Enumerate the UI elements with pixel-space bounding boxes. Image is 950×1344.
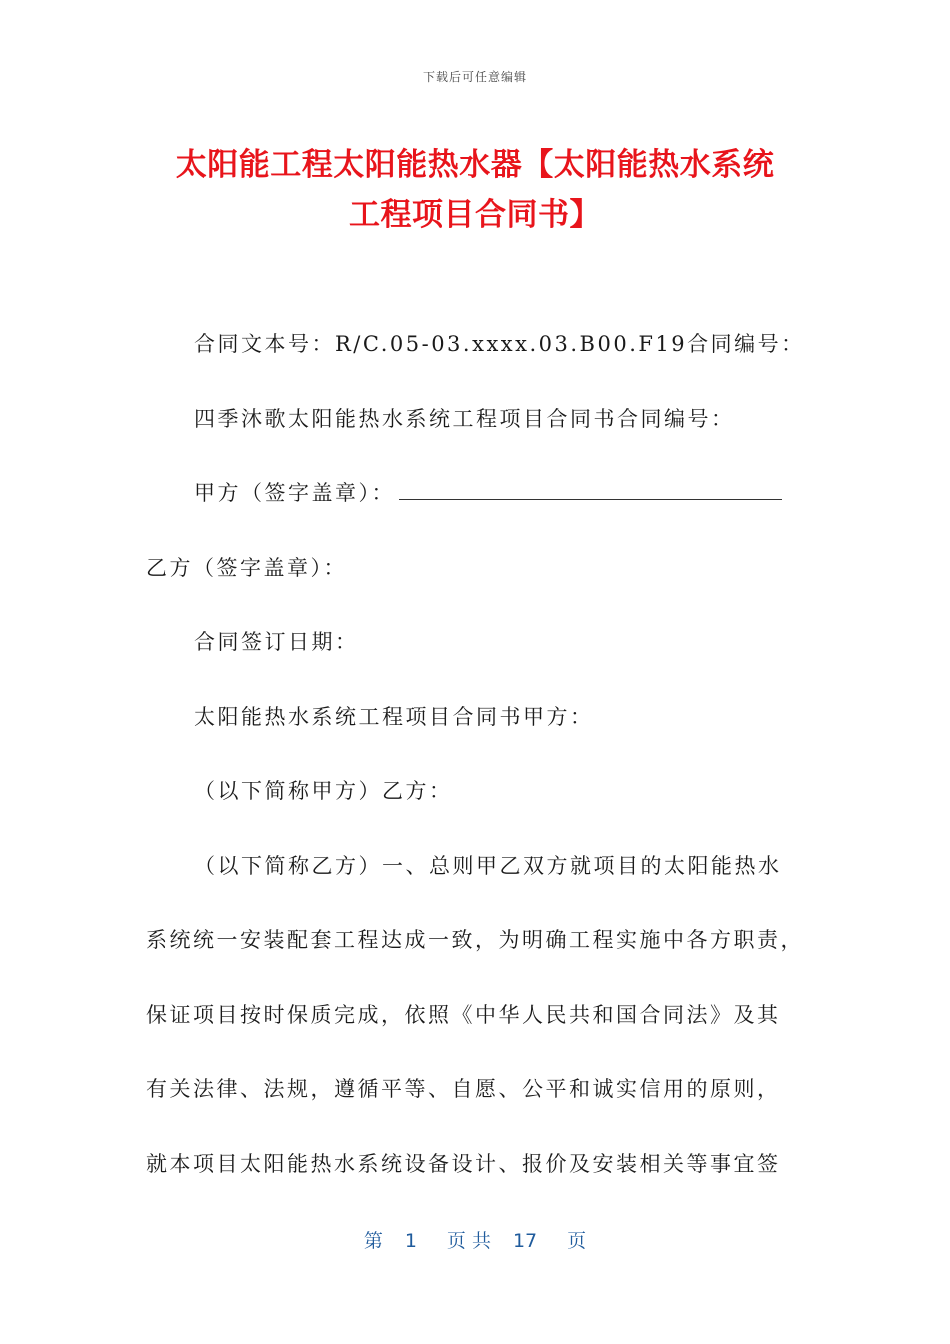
footer-label-end: 页 bbox=[567, 1230, 587, 1252]
footer-label-page: 第 bbox=[363, 1230, 383, 1252]
paragraph-line: 有关法律、法规，遵循平等、自愿、公平和诚实信用的原则， bbox=[146, 1077, 781, 1101]
paragraph-line: 合同签订日期： bbox=[194, 630, 359, 654]
paragraph-line: 太阳能热水系统工程项目合同书甲方： bbox=[194, 704, 594, 729]
paragraph-line: 就本项目太阳能热水系统设备设计、报价及安装相关等事宜签 bbox=[146, 1151, 781, 1176]
header-note: 下载后可任意编辑 bbox=[422, 70, 527, 84]
footer-current-page: 1 bbox=[404, 1230, 417, 1252]
paragraph-line: （以下简称乙方）一、总则甲乙双方就项目的太阳能热水 bbox=[194, 853, 782, 878]
title-line-1: 太阳能工程太阳能热水器【太阳能热水系统 bbox=[175, 147, 775, 183]
footer-label-of: 页 共 bbox=[446, 1230, 491, 1252]
title-line-2: 工程项目合同书】 bbox=[349, 197, 601, 233]
party-a-label: 甲方（签字盖章）： bbox=[194, 481, 395, 505]
signature-blank bbox=[399, 477, 782, 500]
footer-total-pages: 17 bbox=[512, 1230, 538, 1252]
document-body bbox=[146, 322, 806, 1216]
paragraph-line: 系统统一安装配套工程达成一致，为明确工程实施中各方职责， bbox=[146, 928, 804, 952]
party-b-signature-line: 乙方（签字盖章）： bbox=[146, 555, 347, 580]
page-footer bbox=[0, 1226, 950, 1253]
paragraph-line: 合同文本号：R/C.05-03.xxxx.03.B00.F19合同编号： bbox=[194, 332, 805, 356]
paragraph-line: 四季沐歌太阳能热水系统工程项目合同书合同编号： bbox=[194, 406, 735, 431]
paragraph-line: 保证项目按时保质完成，依照《中华人民共和国合同法》及其 bbox=[146, 1002, 781, 1027]
document-title bbox=[140, 140, 810, 240]
party-a-signature-line bbox=[146, 471, 806, 546]
paragraph-line: （以下简称甲方）乙方： bbox=[194, 779, 453, 803]
